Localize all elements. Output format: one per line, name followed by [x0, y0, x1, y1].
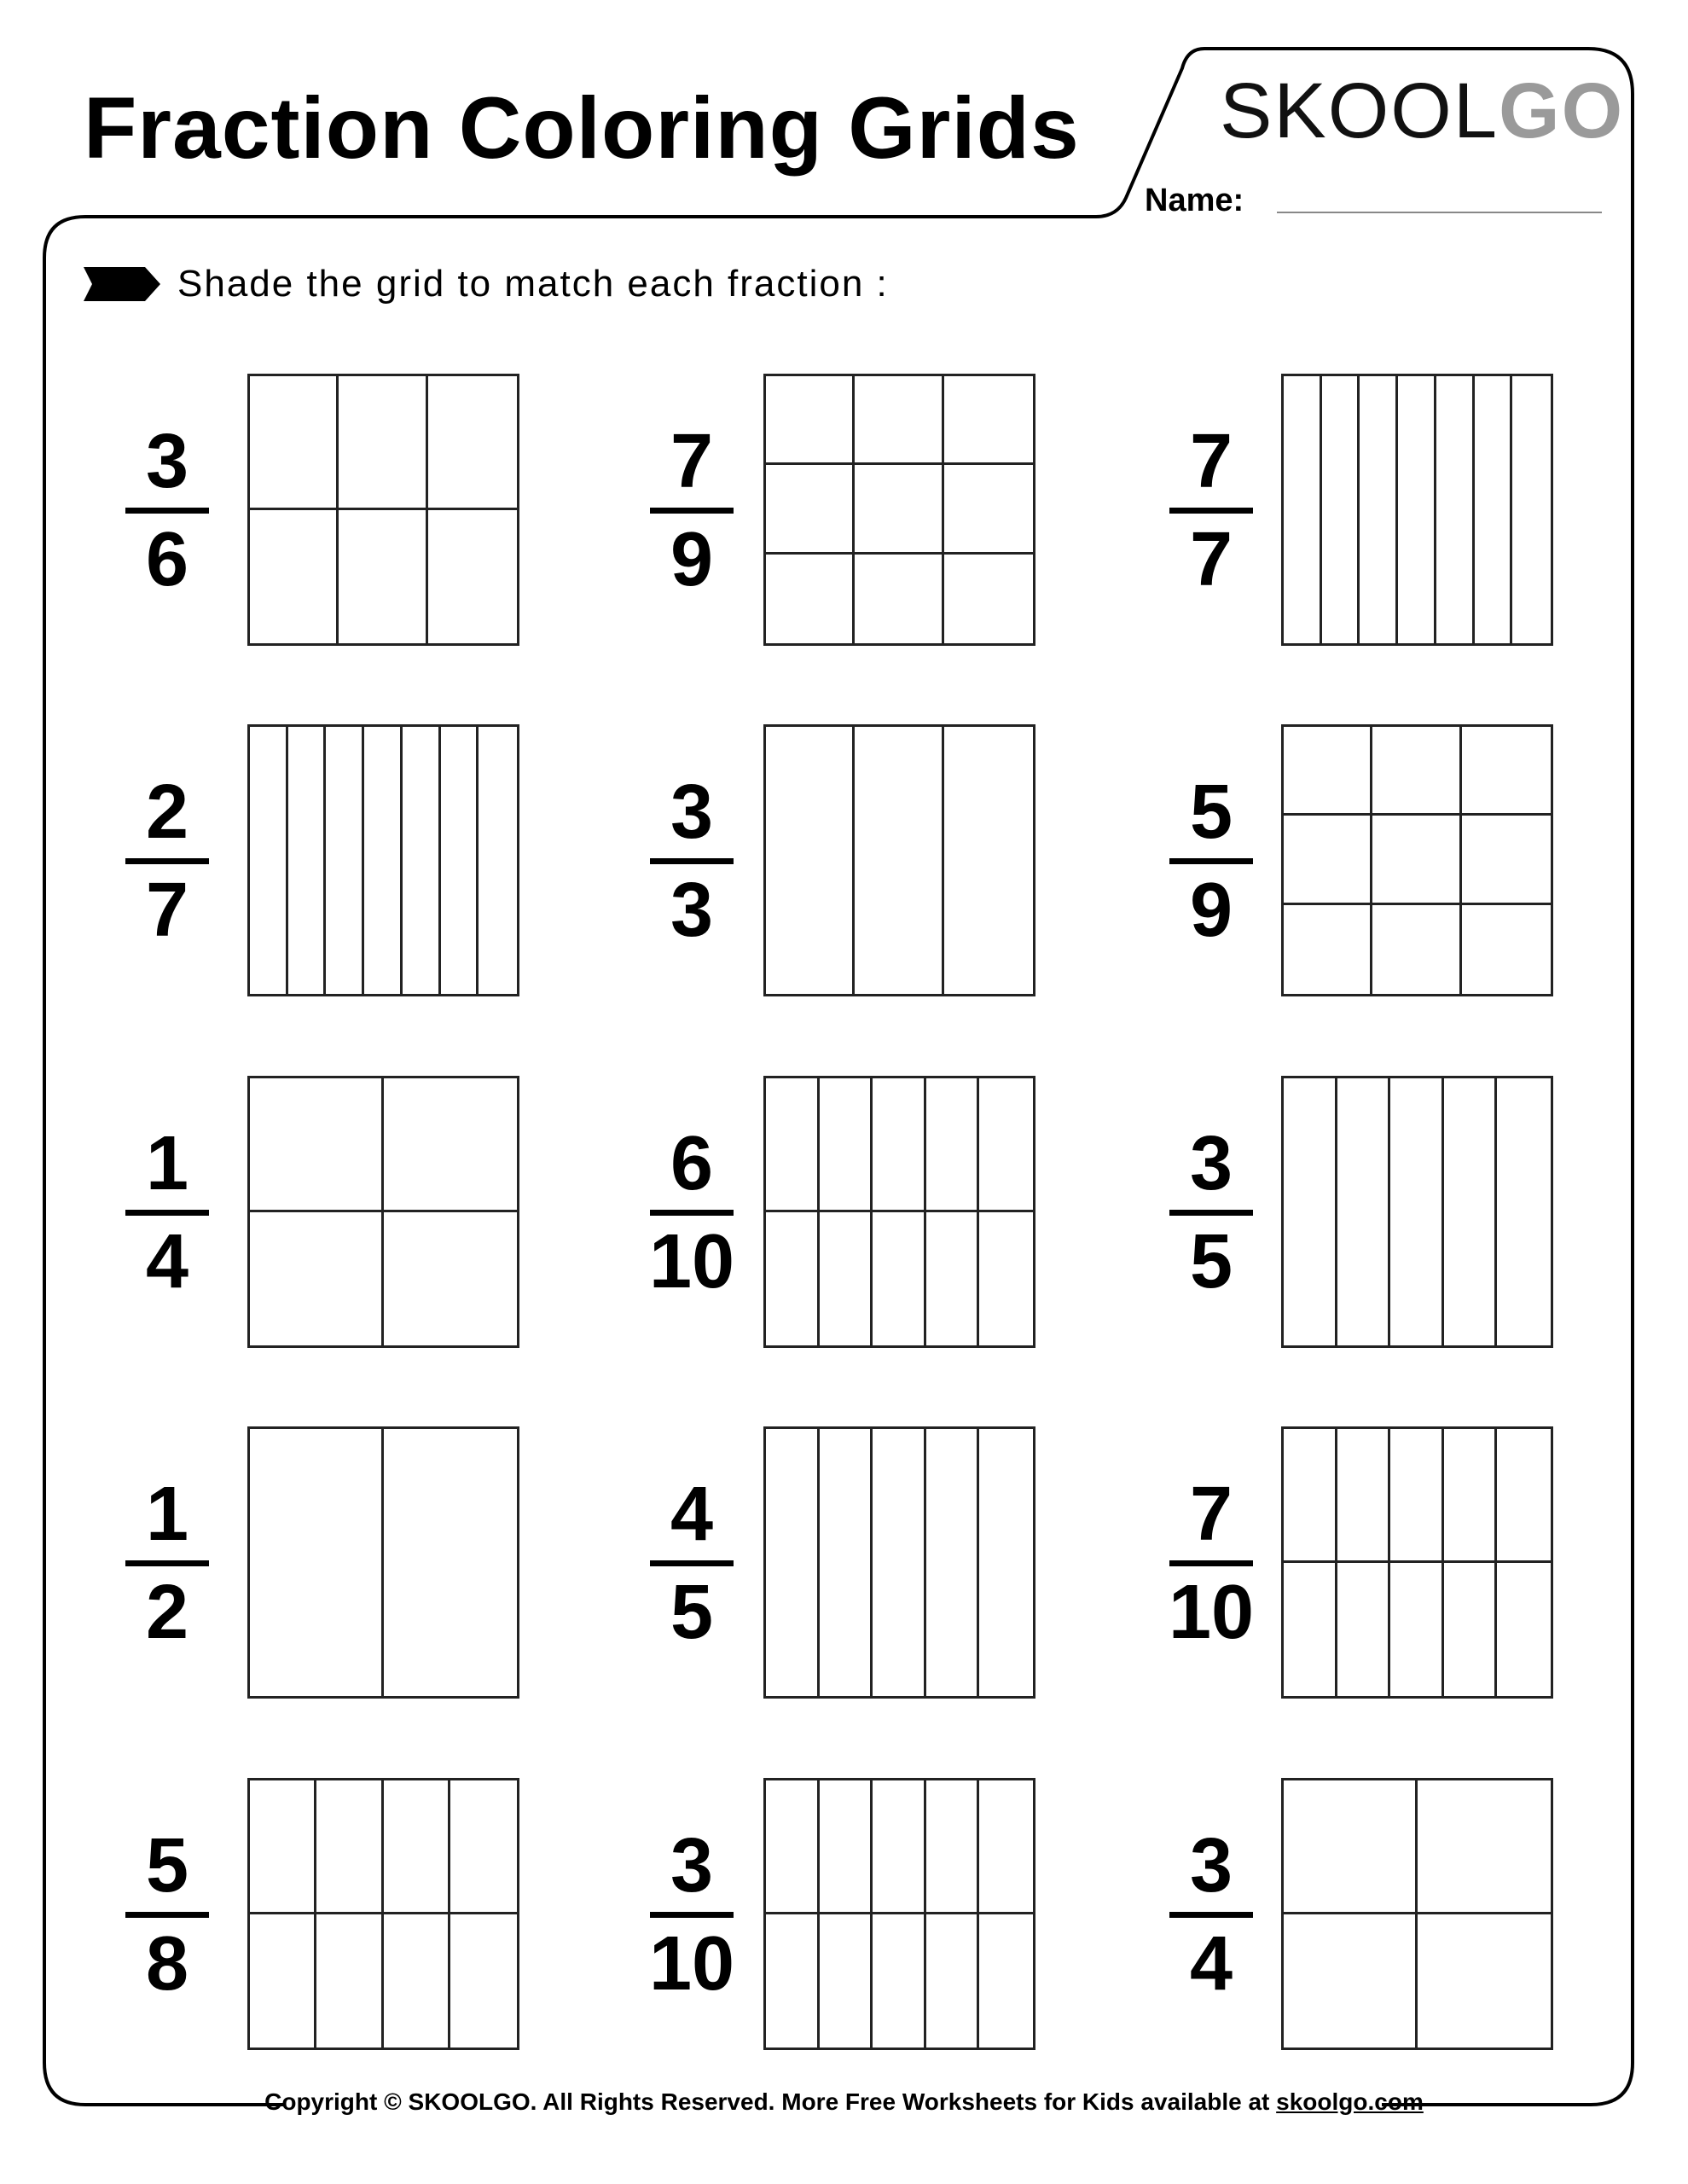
copyright-text: Copyright © SKOOLGO. All Rights Reserved. More Free Worksheets for Kids available at	[264, 2088, 1277, 2115]
denominator: 4	[1189, 1920, 1233, 2007]
page-title: Fraction Coloring Grids	[84, 79, 1080, 177]
fraction-item	[82, 374, 611, 647]
denominator: 9	[670, 516, 714, 602]
grid-cell[interactable]	[1284, 727, 1372, 816]
fraction-bar	[125, 1560, 209, 1566]
fraction-bar	[1169, 858, 1253, 864]
grid-cell[interactable]	[1462, 905, 1551, 994]
grid-cell[interactable]	[944, 465, 1033, 554]
grid-cell[interactable]	[1284, 1914, 1418, 2048]
fraction-bar	[650, 1912, 734, 1918]
grid-cell[interactable]	[384, 1914, 450, 2048]
grid-cell[interactable]	[766, 1780, 820, 1914]
grid-cell[interactable]	[1284, 1078, 1337, 1345]
grid-cell[interactable]	[926, 1914, 980, 2048]
numerator: 7	[1189, 1471, 1233, 1557]
grid-cell[interactable]	[1418, 1914, 1552, 2048]
grid-cell[interactable]	[766, 727, 855, 994]
shading-grid	[763, 374, 1035, 646]
grid-cell[interactable]	[820, 1914, 873, 2048]
grid-cell[interactable]	[250, 1914, 316, 2048]
fraction	[641, 1076, 743, 1349]
grid-cell[interactable]	[1444, 1078, 1498, 1345]
grid-cell[interactable]	[428, 510, 517, 644]
grid-cell[interactable]	[1284, 905, 1372, 994]
grid-cell[interactable]	[1390, 1563, 1444, 1697]
grid-cell[interactable]	[1444, 1429, 1498, 1563]
grid-cell[interactable]	[1337, 1563, 1391, 1697]
grid-cell[interactable]	[326, 727, 364, 994]
grid-cell[interactable]	[926, 1780, 980, 1914]
numerator: 7	[1189, 418, 1233, 504]
grid-cell[interactable]	[1372, 905, 1461, 994]
grid-cell[interactable]	[1372, 816, 1461, 904]
fraction-item	[606, 1778, 1135, 2051]
fraction-bar	[650, 1560, 734, 1566]
grid-cell[interactable]	[1322, 376, 1360, 643]
grid-cell[interactable]	[1462, 816, 1551, 904]
denominator: 4	[145, 1218, 189, 1304]
fraction	[116, 1426, 218, 1699]
shading-grid	[247, 1426, 519, 1699]
fraction	[116, 374, 218, 647]
numerator: 2	[145, 769, 189, 855]
grid-cell[interactable]	[1398, 376, 1436, 643]
fraction	[1160, 724, 1262, 997]
denominator: 2	[145, 1569, 189, 1655]
fraction-bar	[125, 1210, 209, 1216]
shading-grid	[247, 724, 519, 996]
fraction	[641, 1778, 743, 2051]
fraction	[1160, 1778, 1262, 2051]
shading-grid	[247, 374, 519, 646]
grid-cell[interactable]	[855, 555, 943, 643]
grid-cell[interactable]	[384, 1078, 518, 1212]
shading-grid	[247, 1076, 519, 1348]
grid-cell[interactable]	[288, 727, 327, 994]
fraction	[641, 1426, 743, 1699]
fraction	[1160, 374, 1262, 647]
fraction-item	[606, 724, 1135, 997]
fraction-bar	[1169, 508, 1253, 514]
grid-cell[interactable]	[316, 1780, 383, 1914]
logo-text-go: GO	[1499, 67, 1625, 154]
fraction-item	[82, 724, 611, 997]
grid-cell[interactable]	[364, 727, 403, 994]
fraction-item	[606, 374, 1135, 647]
denominator: 5	[670, 1569, 714, 1655]
denominator: 3	[670, 867, 714, 953]
shading-grid	[1281, 1778, 1553, 2050]
fraction-bar	[650, 508, 734, 514]
grid-cell[interactable]	[1497, 1078, 1551, 1345]
shading-grid	[247, 1778, 519, 2050]
name-input-line[interactable]	[1277, 212, 1602, 213]
shading-grid	[1281, 374, 1553, 646]
grid-cell[interactable]	[944, 376, 1033, 465]
grid-cell[interactable]	[1462, 727, 1551, 816]
grid-cell[interactable]	[1475, 376, 1513, 643]
grid-cell[interactable]	[250, 510, 339, 644]
name-label: Name:	[1145, 183, 1244, 218]
grid-cell[interactable]	[1512, 376, 1551, 643]
denominator: 10	[1168, 1569, 1255, 1655]
numerator: 3	[1189, 1120, 1233, 1206]
fraction-item	[1126, 374, 1655, 647]
grid-cell[interactable]	[1337, 1078, 1391, 1345]
grid-cell[interactable]	[250, 1780, 316, 1914]
grid-cell[interactable]	[1436, 376, 1475, 643]
denominator: 10	[648, 1920, 735, 2007]
fraction-item	[82, 1778, 611, 2051]
grid-cell[interactable]	[926, 1429, 980, 1696]
numerator: 3	[670, 769, 714, 855]
fraction-bar	[650, 858, 734, 864]
fraction-bar	[125, 858, 209, 864]
grid-cell[interactable]	[1497, 1563, 1551, 1697]
grid-cell[interactable]	[766, 465, 855, 554]
grid-cell[interactable]	[1284, 376, 1322, 643]
denominator: 5	[1189, 1218, 1233, 1304]
arrow-tag-icon	[84, 267, 160, 301]
grid-cell[interactable]	[766, 1914, 820, 2048]
grid-cell[interactable]	[944, 555, 1033, 643]
grid-cell[interactable]	[766, 555, 855, 643]
grid-cell[interactable]	[250, 1078, 384, 1212]
grid-cell[interactable]	[926, 1212, 980, 1346]
numerator: 3	[1189, 1822, 1233, 1908]
grid-cell[interactable]	[820, 1780, 873, 1914]
shading-grid	[763, 1426, 1035, 1699]
fraction	[641, 374, 743, 647]
shading-grid	[1281, 1076, 1553, 1348]
logo-text-skool: SKOOL	[1220, 67, 1499, 154]
numerator: 6	[670, 1120, 714, 1206]
grid-cell[interactable]	[766, 1212, 820, 1346]
grid-cell[interactable]	[1284, 816, 1372, 904]
shading-grid	[1281, 724, 1553, 996]
shading-grid	[1281, 1426, 1553, 1699]
footer	[0, 2088, 1688, 2116]
grid-cell[interactable]	[1284, 1563, 1337, 1697]
numerator: 7	[670, 418, 714, 504]
grid-cell[interactable]	[250, 1212, 384, 1346]
skoolgo-logo	[1220, 67, 1624, 156]
fraction	[116, 1778, 218, 2051]
grid-cell[interactable]	[766, 1429, 820, 1696]
fraction-item	[1126, 1076, 1655, 1349]
grid-cell[interactable]	[1390, 1429, 1444, 1563]
grid-cell[interactable]	[339, 376, 427, 510]
numerator: 3	[670, 1822, 714, 1908]
grid-cell[interactable]	[820, 1212, 873, 1346]
denominator: 9	[1189, 867, 1233, 953]
grid-cell[interactable]	[820, 1078, 873, 1212]
grid-cell[interactable]	[873, 1914, 926, 2048]
fraction-item	[1126, 1426, 1655, 1699]
grid-cell[interactable]	[873, 1780, 926, 1914]
denominator: 8	[145, 1920, 189, 2007]
fraction-item	[1126, 724, 1655, 997]
grid-cell[interactable]	[979, 1429, 1033, 1696]
fraction-item	[606, 1076, 1135, 1349]
fraction	[1160, 1426, 1262, 1699]
fraction-bar	[650, 1210, 734, 1216]
instruction	[84, 263, 889, 305]
grid-cell[interactable]	[1390, 1078, 1444, 1345]
denominator: 7	[145, 867, 189, 953]
fraction-item	[1126, 1778, 1655, 2051]
shading-grid	[763, 724, 1035, 996]
fraction-item	[606, 1426, 1135, 1699]
fraction-bar	[1169, 1912, 1253, 1918]
grid-cell[interactable]	[979, 1078, 1033, 1212]
grid-cell[interactable]	[250, 727, 288, 994]
numerator: 1	[145, 1471, 189, 1557]
grid-cell[interactable]	[384, 1429, 518, 1696]
grid-cell[interactable]	[979, 1780, 1033, 1914]
fraction	[116, 724, 218, 997]
instruction-text: Shade the grid to match each fraction :	[177, 263, 889, 305]
grid-cell[interactable]	[450, 1914, 517, 2048]
fraction-item	[82, 1426, 611, 1699]
fraction-bar	[125, 1912, 209, 1918]
grid-cell[interactable]	[944, 727, 1033, 994]
grid-cell[interactable]	[1497, 1429, 1551, 1563]
grid-cell[interactable]	[479, 727, 517, 994]
grid-cell[interactable]	[250, 376, 339, 510]
grid-cell[interactable]	[441, 727, 479, 994]
shading-grid	[763, 1778, 1035, 2050]
grid-cell[interactable]	[1284, 1429, 1337, 1563]
grid-cell[interactable]	[766, 1078, 820, 1212]
grid-cell[interactable]	[855, 376, 943, 465]
grid-cell[interactable]	[1444, 1563, 1498, 1697]
shading-grid	[763, 1076, 1035, 1348]
fraction	[1160, 1076, 1262, 1349]
grid-cell[interactable]	[428, 376, 517, 510]
grid-cell[interactable]	[316, 1914, 383, 2048]
grid-cell[interactable]	[1418, 1780, 1552, 1914]
grid-cell[interactable]	[1337, 1429, 1391, 1563]
fraction-bar	[1169, 1560, 1253, 1566]
grid-cell[interactable]	[926, 1078, 980, 1212]
grid-cell[interactable]	[384, 1212, 518, 1346]
grid-cell[interactable]	[855, 727, 943, 994]
grid-cell[interactable]	[403, 727, 441, 994]
numerator: 1	[145, 1120, 189, 1206]
grid-cell[interactable]	[1284, 1780, 1418, 1914]
numerator: 4	[670, 1471, 714, 1557]
numerator: 3	[145, 418, 189, 504]
grid-cell[interactable]	[979, 1212, 1033, 1346]
grid-cell[interactable]	[979, 1914, 1033, 2048]
fraction	[641, 724, 743, 997]
fraction-item	[82, 1076, 611, 1349]
grid-cell[interactable]	[1372, 727, 1461, 816]
grid-cell[interactable]	[873, 1212, 926, 1346]
denominator: 7	[1189, 516, 1233, 602]
grid-cell[interactable]	[873, 1078, 926, 1212]
grid-cell[interactable]	[250, 1429, 384, 1696]
fraction-bar	[1169, 1210, 1253, 1216]
grid-cell[interactable]	[339, 510, 427, 644]
denominator: 6	[145, 516, 189, 602]
numerator: 5	[145, 1822, 189, 1908]
grid-cell[interactable]	[450, 1780, 517, 1914]
grid-cell[interactable]	[384, 1780, 450, 1914]
numerator: 5	[1189, 769, 1233, 855]
grid-cell[interactable]	[855, 465, 943, 554]
skoolgo-link[interactable]: skoolgo.com	[1276, 2088, 1424, 2115]
grid-cell[interactable]	[1360, 376, 1398, 643]
grid-cell[interactable]	[766, 376, 855, 465]
grid-cell[interactable]	[820, 1429, 873, 1696]
denominator: 10	[648, 1218, 735, 1304]
fraction-bar	[125, 508, 209, 514]
fraction	[116, 1076, 218, 1349]
grid-cell[interactable]	[873, 1429, 926, 1696]
